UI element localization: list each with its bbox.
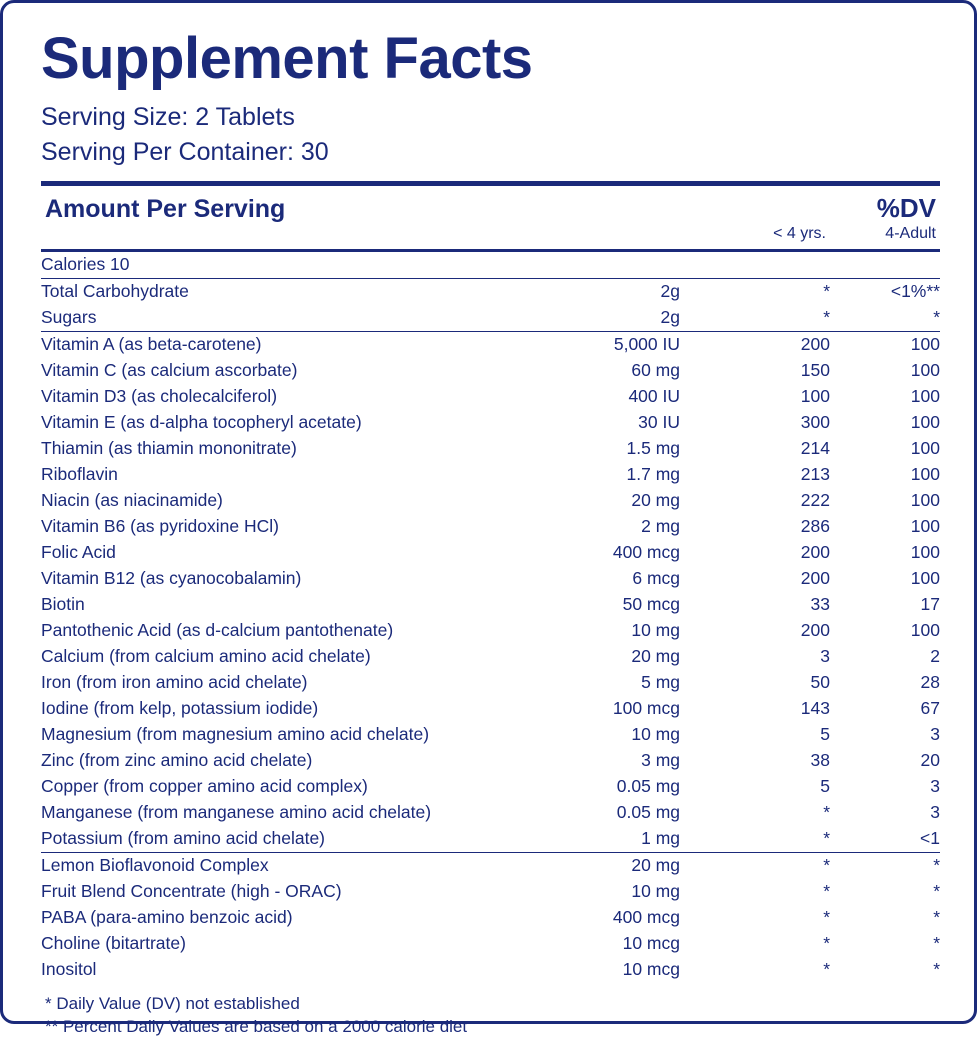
nutrient-amount: 1.7 mg <box>626 464 680 485</box>
nutrient-name: Zinc (from zinc amino acid chelate) <box>41 750 313 771</box>
table-row <box>41 748 940 774</box>
nutrient-dv-under4: 3 <box>820 646 830 667</box>
nutrient-dv-adult: 3 <box>930 776 940 797</box>
nutrient-dv-under4: 33 <box>810 594 830 615</box>
nutrient-name: Folic Acid <box>41 542 116 563</box>
nutrient-dv-adult: 100 <box>910 360 940 381</box>
nutrient-amount: 2g <box>660 307 680 328</box>
nutrient-name: Vitamin C (as calcium ascorbate) <box>41 360 298 381</box>
nutrient-dv-adult: 17 <box>920 594 940 615</box>
nutrient-name: Magnesium (from magnesium amino acid chelate) <box>41 724 430 745</box>
nutrient-dv-under4: 214 <box>800 438 830 459</box>
calories-label: Calories 10 <box>41 254 130 275</box>
nutrient-dv-under4: 5 <box>820 776 830 797</box>
nutrient-name: Vitamin E (as d-alpha tocopheryl acetate) <box>41 412 362 433</box>
table-row <box>41 826 940 852</box>
nutrient-dv-under4: * <box>823 933 830 954</box>
nutrient-dv-under4: 38 <box>810 750 830 771</box>
amount-per-serving-label: Amount Per Serving <box>45 194 286 223</box>
nutrient-dv-adult: * <box>933 855 940 876</box>
nutrient-dv-under4: * <box>823 855 830 876</box>
nutrient-dv-adult: 2 <box>930 646 940 667</box>
nutrient-amount: 5 mg <box>641 672 680 693</box>
table-row <box>41 722 940 748</box>
nutrient-name: Sugars <box>41 307 97 328</box>
nutrient-amount: 5,000 IU <box>613 334 680 355</box>
nutrient-name: PABA (para-amino benzoic acid) <box>41 907 293 928</box>
facts-table <box>41 252 940 278</box>
table-row <box>41 853 940 879</box>
nutrient-group-carbs <box>41 279 940 331</box>
nutrient-amount: 400 IU <box>628 386 680 407</box>
table-row <box>41 410 940 436</box>
nutrient-amount: 2g <box>660 281 680 302</box>
nutrient-amount: 20 mg <box>631 490 680 511</box>
nutrient-name: Vitamin D3 (as cholecalciferol) <box>41 386 278 407</box>
table-row <box>41 305 940 331</box>
nutrient-amount: 10 mg <box>631 881 680 902</box>
nutrient-name: Biotin <box>41 594 85 615</box>
table-row <box>41 696 940 722</box>
nutrient-dv-under4: 200 <box>800 568 830 589</box>
amount-per-serving-header <box>41 186 940 224</box>
nutrient-dv-under4: 213 <box>800 464 830 485</box>
footnote-percent-daily-values: ** Percent Daily Values are based on a 2000 calorie diet <box>45 1016 468 1036</box>
nutrient-name: Choline (bitartrate) <box>41 933 186 954</box>
nutrient-dv-adult: 100 <box>910 542 940 563</box>
nutrient-dv-adult: * <box>933 881 940 902</box>
table-row <box>41 462 940 488</box>
table-row-calories <box>41 252 940 278</box>
table-row <box>41 358 940 384</box>
nutrient-name: Inositol <box>41 959 97 980</box>
table-row <box>41 540 940 566</box>
nutrient-amount: 400 mcg <box>612 907 680 928</box>
nutrient-amount: 0.05 mg <box>616 802 680 823</box>
table-row <box>41 905 940 931</box>
nutrient-name: Niacin (as niacinamide) <box>41 490 223 511</box>
nutrient-amount: 400 mcg <box>612 542 680 563</box>
nutrient-dv-under4: 200 <box>800 620 830 641</box>
nutrient-name: Vitamin B12 (as cyanocobalamin) <box>41 568 302 589</box>
column-header-4-adult: 4-Adult <box>885 224 936 242</box>
nutrient-dv-adult: 28 <box>920 672 940 693</box>
nutrient-amount: 10 mg <box>631 620 680 641</box>
nutrient-amount: 1 mg <box>641 828 680 849</box>
table-row <box>41 514 940 540</box>
nutrient-dv-adult: 3 <box>930 724 940 745</box>
nutrient-dv-adult: 100 <box>910 620 940 641</box>
nutrient-amount: 6 mcg <box>632 568 680 589</box>
nutrient-dv-under4: * <box>823 281 830 302</box>
nutrient-name: Thiamin (as thiamin mononitrate) <box>41 438 297 459</box>
table-row <box>41 931 940 957</box>
nutrient-amount: 1.5 mg <box>626 438 680 459</box>
nutrient-amount: 0.05 mg <box>616 776 680 797</box>
nutrient-amount: 50 mcg <box>622 594 680 615</box>
nutrient-dv-adult: 100 <box>910 464 940 485</box>
nutrient-dv-under4: 100 <box>800 386 830 407</box>
nutrient-name: Vitamin B6 (as pyridoxine HCl) <box>41 516 279 537</box>
table-row <box>41 774 940 800</box>
nutrient-dv-adult: 100 <box>910 568 940 589</box>
table-row <box>41 384 940 410</box>
nutrient-amount: 10 mcg <box>622 959 680 980</box>
table-row <box>41 800 940 826</box>
nutrient-dv-adult: 67 <box>920 698 940 719</box>
table-row <box>41 957 940 983</box>
nutrient-amount: 3 mg <box>641 750 680 771</box>
nutrient-dv-adult: * <box>933 959 940 980</box>
nutrient-amount: 2 mg <box>641 516 680 537</box>
table-row <box>41 332 940 358</box>
nutrient-amount: 30 IU <box>638 412 680 433</box>
nutrient-dv-adult: * <box>933 907 940 928</box>
table-row <box>41 488 940 514</box>
nutrient-amount: 10 mcg <box>622 933 680 954</box>
nutrient-amount: 20 mg <box>631 855 680 876</box>
nutrient-dv-under4: 150 <box>800 360 830 381</box>
nutrient-amount: 60 mg <box>631 360 680 381</box>
nutrient-dv-under4: 286 <box>800 516 830 537</box>
column-header-under-4: < 4 yrs. <box>773 224 826 242</box>
nutrient-dv-adult: 100 <box>910 412 940 433</box>
nutrient-dv-adult: 100 <box>910 438 940 459</box>
nutrient-name: Potassium (from amino acid chelate) <box>41 828 325 849</box>
column-headers <box>41 224 940 249</box>
nutrient-name: Vitamin A (as beta-carotene) <box>41 334 262 355</box>
nutrient-name: Iron (from iron amino acid chelate) <box>41 672 308 693</box>
nutrient-amount: 20 mg <box>631 646 680 667</box>
nutrient-dv-adult: <1 <box>920 828 940 849</box>
nutrient-dv-under4: 200 <box>800 542 830 563</box>
nutrient-dv-under4: * <box>823 802 830 823</box>
serving-per-container: Serving Per Container: 30 <box>41 138 329 167</box>
nutrient-group-other-ingredients <box>41 853 940 983</box>
nutrient-dv-under4: 5 <box>820 724 830 745</box>
nutrient-dv-under4: 50 <box>810 672 830 693</box>
nutrient-name: Fruit Blend Concentrate (high - ORAC) <box>41 881 342 902</box>
table-row <box>41 279 940 305</box>
nutrient-name: Lemon Bioflavonoid Complex <box>41 855 269 876</box>
nutrient-dv-adult: 20 <box>920 750 940 771</box>
nutrient-dv-under4: * <box>823 881 830 902</box>
page-title: Supplement Facts <box>41 26 533 91</box>
nutrient-name: Iodine (from kelp, potassium iodide) <box>41 698 319 719</box>
footnotes <box>41 983 940 1039</box>
nutrient-dv-under4: * <box>823 828 830 849</box>
nutrient-dv-under4: 200 <box>800 334 830 355</box>
nutrient-dv-adult: 100 <box>910 386 940 407</box>
nutrient-dv-adult: 100 <box>910 334 940 355</box>
nutrient-dv-under4: 300 <box>800 412 830 433</box>
table-row <box>41 879 940 905</box>
table-row <box>41 644 940 670</box>
nutrient-name: Copper (from copper amino acid complex) <box>41 776 368 797</box>
nutrient-dv-adult: 100 <box>910 490 940 511</box>
nutrient-dv-adult: 3 <box>930 802 940 823</box>
daily-value-label: %DV <box>876 192 936 223</box>
nutrient-name: Manganese (from manganese amino acid chelate) <box>41 802 432 823</box>
nutrient-group-vitamins-minerals <box>41 332 940 852</box>
serving-size: Serving Size: 2 Tablets <box>41 102 295 131</box>
nutrient-dv-under4: 143 <box>800 698 830 719</box>
footnote-daily-value: * Daily Value (DV) not established <box>45 993 300 1013</box>
nutrient-dv-under4: 222 <box>800 490 830 511</box>
nutrient-name: Riboflavin <box>41 464 118 485</box>
nutrient-dv-under4: * <box>823 959 830 980</box>
nutrient-amount: 10 mg <box>631 724 680 745</box>
nutrient-dv-adult: * <box>933 307 940 328</box>
nutrient-dv-adult: 100 <box>910 516 940 537</box>
nutrient-name: Pantothenic Acid (as d-calcium pantothenate) <box>41 620 394 641</box>
nutrient-dv-adult: <1%** <box>890 281 940 302</box>
nutrient-dv-under4: * <box>823 907 830 928</box>
table-row <box>41 436 940 462</box>
table-row <box>41 566 940 592</box>
table-row <box>41 592 940 618</box>
table-row <box>41 670 940 696</box>
nutrient-amount: 100 mcg <box>612 698 680 719</box>
table-row <box>41 618 940 644</box>
nutrient-name: Total Carbohydrate <box>41 281 189 302</box>
nutrient-dv-under4: * <box>823 307 830 328</box>
nutrient-name: Calcium (from calcium amino acid chelate) <box>41 646 371 667</box>
nutrient-dv-adult: * <box>933 933 940 954</box>
